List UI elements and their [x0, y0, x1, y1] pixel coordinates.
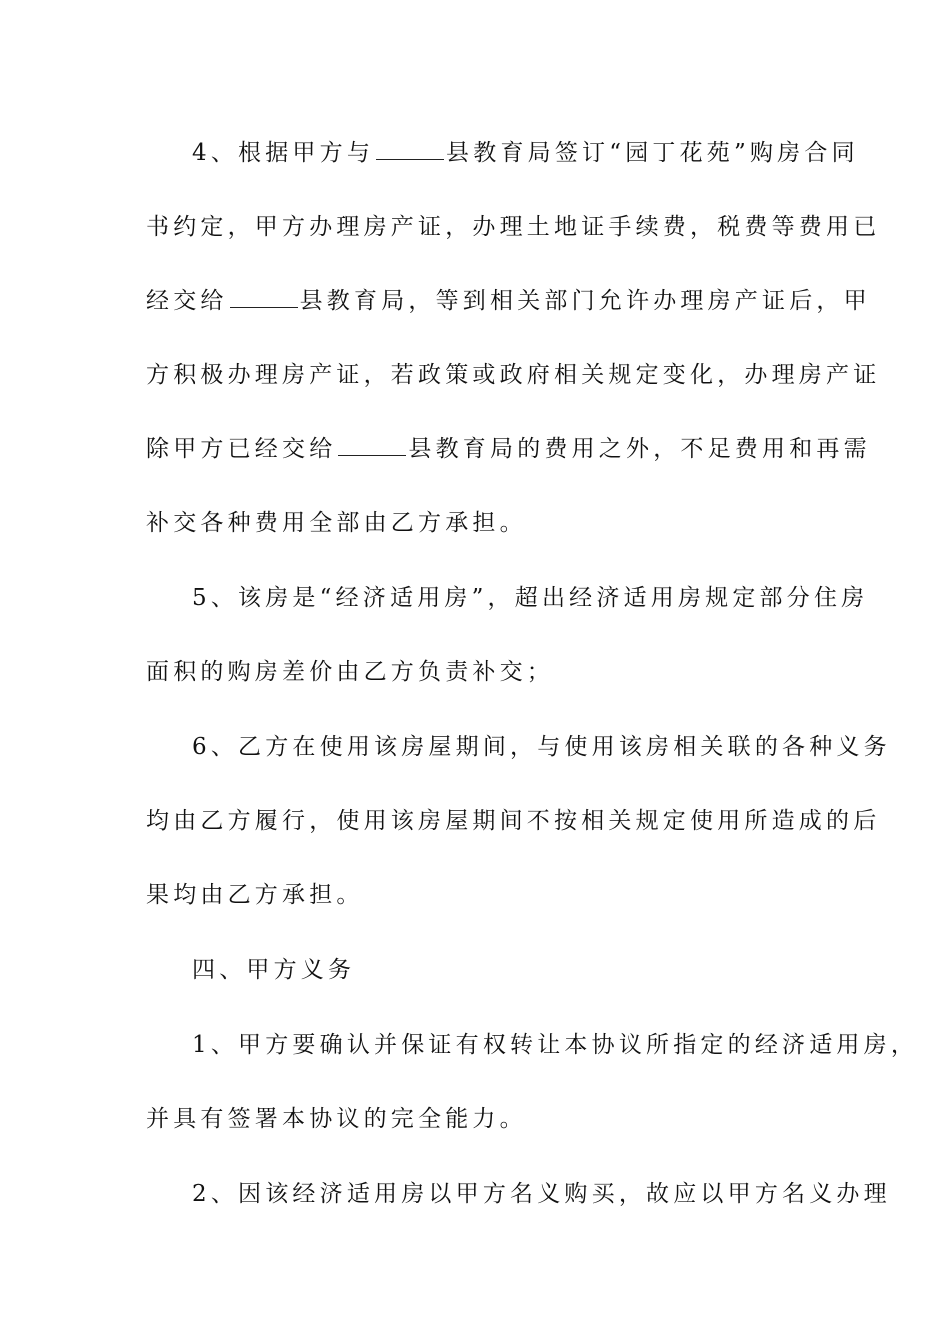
paragraph-1-line-4	[146, 360, 881, 390]
text-segment: 5、该房是“经济适用房”，超出经济适用房规定部分住房	[192, 585, 869, 611]
fill-in-blank	[376, 139, 444, 160]
text-segment: 4、根据甲方与	[192, 140, 375, 166]
fill-in-blank	[338, 435, 406, 456]
paragraph-5-line-1	[192, 1030, 919, 1060]
text-segment: 四、甲方义务	[192, 957, 356, 983]
paragraph-5-line-2	[146, 1104, 816, 1134]
text-segment: 经交给	[146, 288, 228, 314]
paragraph-1-line-6	[146, 508, 816, 538]
paragraph-1-line-3	[146, 286, 871, 316]
fill-in-blank	[230, 287, 298, 308]
text-segment: 县教育局，等到相关部门允许办理房产证后，甲	[299, 288, 871, 314]
paragraph-3-line-2	[146, 806, 881, 836]
section-heading-party-a-obligations	[192, 955, 862, 985]
text-segment: 均由乙方履行，使用该房屋期间不按相关规定使用所造成的后	[146, 808, 881, 834]
text-segment: 除甲方已经交给	[146, 436, 337, 462]
paragraph-1-line-1	[192, 138, 862, 168]
text-segment: 1、甲方要确认并保证有权转让本协议所指定的经济适用房，	[192, 1032, 919, 1058]
paragraph-3-line-1	[192, 732, 891, 762]
text-segment: 书约定，甲方办理房产证，办理土地证手续费，税费等费用已	[146, 214, 881, 240]
paragraph-3-line-3	[146, 880, 816, 910]
text-segment: 并具有签署本协议的完全能力。	[146, 1106, 527, 1132]
paragraph-1-line-5	[146, 434, 871, 464]
text-segment: 补交各种费用全部由乙方承担。	[146, 510, 527, 536]
paragraph-1-line-2	[146, 212, 881, 242]
text-segment: 面积的购房差价由乙方负责补交；	[146, 659, 554, 685]
text-segment: 县教育局签订“园丁花苑”购房合同	[446, 140, 859, 166]
text-segment: 2、因该经济适用房以甲方名义购买，故应以甲方名义办理	[192, 1181, 891, 1207]
paragraph-2-line-1	[192, 583, 869, 613]
paragraph-2-line-2	[146, 657, 816, 687]
paragraph-6-line-1	[192, 1179, 891, 1209]
text-segment: 果均由乙方承担。	[146, 882, 364, 908]
text-segment: 方积极办理房产证，若政策或政府相关规定变化，办理房产证	[146, 362, 881, 388]
text-segment: 6、乙方在使用该房屋期间，与使用该房相关联的各种义务	[192, 734, 891, 760]
text-segment: 县教育局的费用之外，不足费用和再需	[408, 436, 871, 462]
